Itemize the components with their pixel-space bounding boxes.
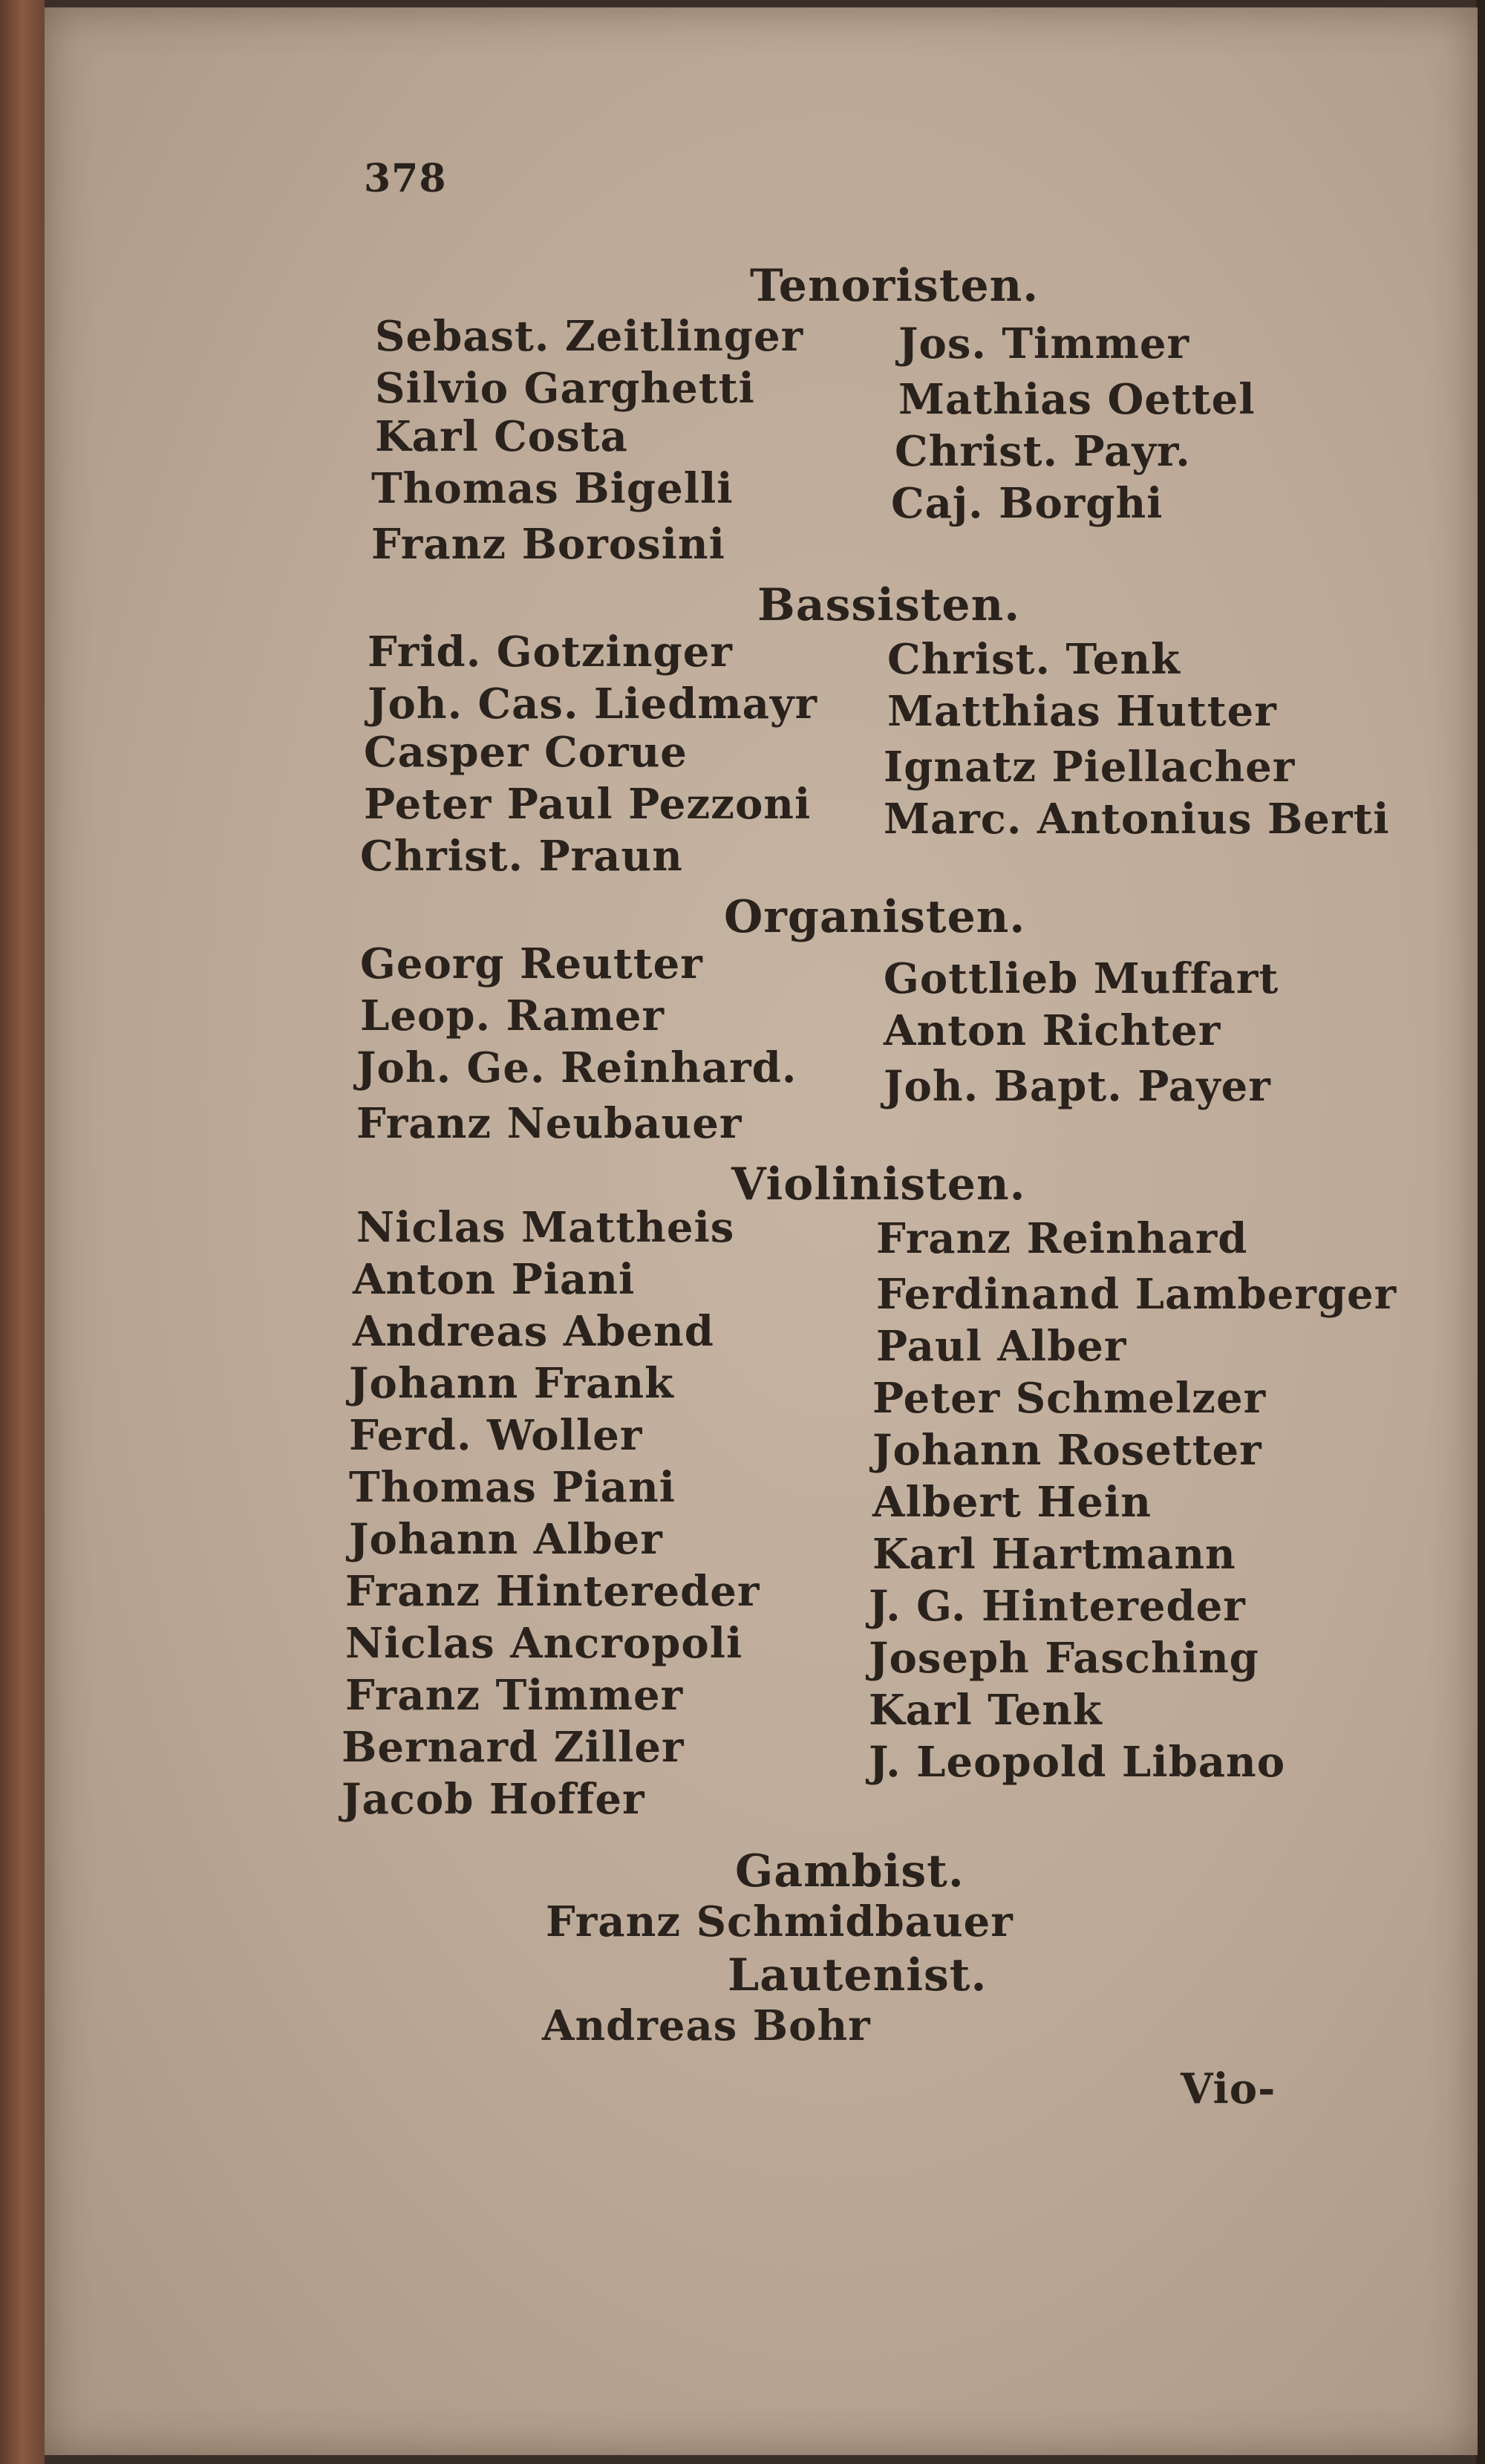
book-spine xyxy=(0,0,45,2464)
list-item: Johann Alber xyxy=(349,1515,663,1564)
gambist-heading: Gambist. xyxy=(735,1845,965,1897)
list-item: Niclas Ancropoli xyxy=(345,1619,743,1668)
list-item: J. G. Hintereder xyxy=(869,1582,1246,1631)
list-item: Karl Hartmann xyxy=(872,1530,1236,1579)
list-item: Franz Hintereder xyxy=(345,1567,760,1616)
page-number: 378 xyxy=(364,156,447,201)
list-item: Niclas Mattheis xyxy=(356,1203,735,1252)
section-heading-violinisten: Violinisten. xyxy=(731,1158,1026,1210)
list-item: Franz Neubauer xyxy=(356,1099,742,1148)
list-item: Mathias Oettel xyxy=(898,375,1256,424)
list-item: Joh. Bapt. Payer xyxy=(884,1062,1271,1111)
list-item: Ferd. Woller xyxy=(349,1411,643,1460)
list-item: Ferdinand Lamberger xyxy=(876,1270,1397,1319)
list-item: Joh. Cas. Liedmayr xyxy=(368,679,817,729)
list-item: Casper Corue xyxy=(364,728,688,777)
list-item: Joseph Fasching xyxy=(869,1634,1259,1683)
list-item: Peter Paul Pezzoni xyxy=(364,780,812,829)
list-item: Franz Timmer xyxy=(345,1671,684,1720)
list-item: Silvio Garghetti xyxy=(375,364,755,413)
list-item: Albert Hein xyxy=(872,1478,1152,1527)
list-item: Karl Costa xyxy=(375,412,628,461)
catchword: Vio- xyxy=(1181,2064,1276,2113)
section-heading-bassisten: Bassisten. xyxy=(757,579,1021,631)
gambist-name: Franz Schmidbauer xyxy=(546,1897,1014,1946)
list-item: Franz Borosini xyxy=(371,520,725,569)
list-item: Georg Reutter xyxy=(360,939,703,988)
list-item: Jos. Timmer xyxy=(898,319,1189,368)
lautenist-heading: Lautenist. xyxy=(728,1949,988,2001)
list-item: J. Leopold Libano xyxy=(869,1738,1286,1787)
list-item: Matthias Hutter xyxy=(887,687,1277,736)
list-item: Peter Schmelzer xyxy=(872,1374,1267,1423)
list-item: Gottlieb Muffart xyxy=(884,954,1279,1003)
list-item: Paul Alber xyxy=(876,1322,1127,1371)
section-heading-organisten: Organisten. xyxy=(724,891,1026,943)
list-item: Anton Piani xyxy=(353,1255,636,1304)
list-item: Johann Frank xyxy=(349,1359,674,1408)
list-item: Bernard Ziller xyxy=(342,1723,685,1772)
section-heading-tenoristen: Tenoristen. xyxy=(750,260,1040,312)
list-item: Frid. Gotzinger xyxy=(368,628,733,677)
lautenist-name: Andreas Bohr xyxy=(542,2001,871,2050)
document-page xyxy=(45,7,1478,2455)
list-item: Andreas Abend xyxy=(353,1307,714,1356)
list-item: Sebast. Zeitlinger xyxy=(375,312,804,361)
list-item: Anton Richter xyxy=(884,1006,1221,1055)
list-item: Christ. Praun xyxy=(360,832,683,881)
list-item: Leop. Ramer xyxy=(360,991,665,1040)
list-item: Caj. Borghi xyxy=(891,479,1163,528)
list-item: Christ. Tenk xyxy=(887,635,1181,684)
list-item: Christ. Payr. xyxy=(895,427,1191,476)
list-item: Jacob Hoffer xyxy=(342,1775,645,1824)
list-item: Franz Reinhard xyxy=(876,1214,1248,1263)
list-item: Thomas Piani xyxy=(349,1463,676,1512)
list-item: Thomas Bigelli xyxy=(371,464,734,513)
list-item: Ignatz Piellacher xyxy=(884,743,1296,792)
list-item: Marc. Antonius Berti xyxy=(884,795,1390,844)
list-item: Karl Tenk xyxy=(869,1686,1103,1735)
list-item: Johann Rosetter xyxy=(872,1426,1262,1475)
list-item: Joh. Ge. Reinhard. xyxy=(356,1043,797,1092)
